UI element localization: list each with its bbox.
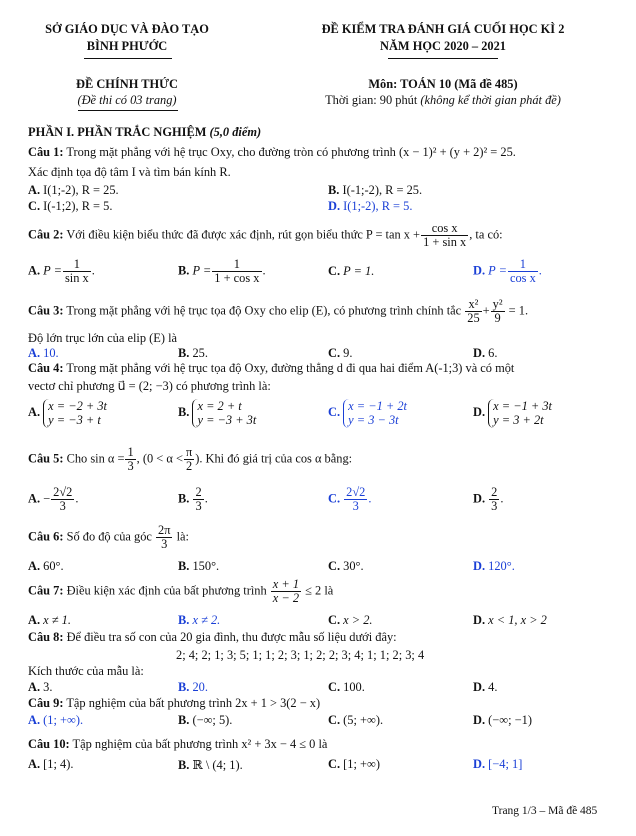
equation-line: y = 3 + 2t [493,413,544,428]
option-letter: C. [328,713,341,727]
question-2 [28,222,503,249]
question-10 [28,737,327,752]
divider [388,58,498,59]
question-label: Câu 8: [28,630,64,644]
fraction-denominator: 3 [161,537,168,552]
question-5 [28,446,352,473]
equation-system [343,399,407,428]
option-text: I(-1;2), R = 5. [43,199,113,213]
fraction [489,486,499,513]
fraction [156,524,172,551]
equation-line: y = −3 + 3t [197,413,257,428]
option-a [28,713,83,728]
option-letter: C. [328,405,341,420]
question-label: Câu 9: [28,696,64,710]
question-text: Với điều kiện biểu thức đã được xác định, rút gọn biểu thức P = tan x + [63,227,421,242]
option-letter: D. [473,713,486,727]
fraction [51,486,74,513]
option-text: (1; +∞). [43,713,84,727]
option-letter: A. [28,405,41,420]
fraction [212,258,261,285]
fraction [491,298,505,325]
option-letter: B. [178,263,190,278]
option-text: x > 2. [343,613,373,627]
option-a: A. − $\frac{2√2}{3}$ . [28,485,79,514]
fraction-numerator: 1 [508,258,538,272]
fraction-denominator: cos x [509,271,536,286]
sign: − [43,491,51,506]
option-letter: C. [328,613,341,627]
option-d [473,757,522,772]
option-letter: A. [28,680,41,694]
question-8 [28,630,397,645]
option-letter: A. [28,713,41,727]
province-name: BÌNH PHƯỚC [86,39,168,53]
fraction [465,298,481,325]
option-c [328,264,374,279]
fraction-numerator: 2 [195,485,202,499]
fraction-numerator: 1 [63,258,91,272]
option-text: 120°. [488,559,515,573]
option-letter: D. [473,757,486,771]
fraction-denominator: 2 [185,459,193,474]
option-d: D. $\frac{2}{3}$ . [473,485,504,514]
question-label: Câu 10: [28,737,70,751]
option-b [328,183,422,198]
option-b: B. $\frac{2}{3}$ . [178,485,208,514]
option-text: (−∞; 5). [192,713,233,727]
question-text: Để điều tra số con của 20 gia đình, thu được mẫu số liệu dưới đây: [63,630,397,644]
fraction-numerator: π [185,445,193,459]
option-letter: B. [328,183,340,197]
fraction [508,258,538,285]
option-letter: B. [178,713,190,727]
option-letter: A. [28,491,41,506]
option-letter: B. [178,405,190,420]
subject-line: Môn: TOÁN 10 (Mã đề 485) [368,77,518,91]
question-6 [28,524,189,551]
option-letter: D. [473,346,486,360]
option-letter: B. [178,491,190,506]
option-b [178,399,256,428]
question-text-2: Độ lớn trục lớn của elip (E) là [28,331,178,345]
question-9 [28,696,320,711]
option-letter: D. [473,263,486,278]
option-d [473,559,515,574]
fraction-numerator: 1 [212,258,261,272]
question-text-tail: là: [173,529,189,544]
fraction [125,446,135,473]
question-label: Câu 7: [28,583,64,598]
question-label: Câu 6: [28,529,64,544]
option-a [28,680,52,695]
question-7 [28,578,333,605]
fraction-denominator: 3 [59,499,66,514]
option-letter: C. [328,264,341,278]
question-text: Cho sin α = [63,451,125,466]
equation-system [192,399,256,428]
option-letter: C. [328,680,341,694]
question-4 [28,361,514,376]
option-c [328,399,407,428]
option-text: x < 1, x > 2 [488,613,547,627]
fraction [421,222,468,249]
option-text: I(1;-2), R = 5. [343,199,413,213]
fraction-numerator: x² [465,298,481,312]
option-text: (5; +∞). [343,713,384,727]
equation-line: y = −3 + t [48,413,101,428]
option-d [473,346,497,361]
question-text-tail: , ta có: [469,227,503,242]
option-text: I(1;-2), R = 25. [43,183,119,197]
option-a [28,399,107,428]
school-year: NĂM HỌC 2020 – 2021 [380,39,506,53]
fraction-numerator: 2√2 [53,485,73,499]
option-letter: A. [28,183,41,197]
fraction-denominator: 3 [127,459,134,474]
option-c [328,680,365,695]
option-letter: A. [28,559,41,573]
fraction-denominator: x − 2 [272,591,300,606]
fraction [63,258,91,285]
option-a [28,183,119,198]
official-label: ĐỀ CHÍNH THỨC [76,77,178,91]
option-letter: A. [28,613,41,627]
option-text: 60°. [43,559,64,573]
option-c [328,559,364,574]
equation-system [43,399,107,428]
fraction-denominator: 3 [352,499,359,514]
option-letter: A. [28,346,41,360]
option-text: 100. [343,680,365,694]
equation-line: x = −1 + 2t [348,399,407,413]
question-text: Tập nghiệm của bất phương trình x² + 3x − 4 ≤ 0 là [69,737,328,751]
option-a [28,613,71,628]
question-text-2: Xác định tọa độ tâm I và tìm bán kính R. [28,165,231,179]
option-b [178,346,208,361]
question-label: Câu 4: [28,361,64,375]
question-text-tail: ). Khi đó giá trị của cos α bằng: [195,451,353,466]
option-letter: C. [28,199,41,213]
option-text: (−∞; −1) [488,713,532,727]
option-letter: B. [178,559,190,573]
option-letter: D. [328,199,341,213]
option-b [178,757,243,773]
option-a [28,757,73,772]
math-prefix: P = [192,263,212,278]
option-letter: A. [28,263,41,278]
equation-line: x = −1 + 3t [493,399,552,413]
question-text: Số đo độ của góc [63,529,152,544]
section-points: (5,0 điểm) [206,125,262,139]
option-b [178,713,232,728]
pages-note: (Đề thi có 03 trang) [77,93,177,107]
question-label: Câu 3: [28,303,64,318]
divider [78,110,178,111]
fraction-denominator: sin x [64,271,89,286]
option-c [28,199,112,214]
option-text: 3. [43,680,53,694]
fraction-numerator: x + 1 [272,577,300,591]
option-text: 30°. [343,559,364,573]
option-b: B. P = $\frac{1}{\text{1 + cos x}}$ . [178,257,266,286]
option-d: D. P = $\frac{1}{\text{cos x}}$ . [473,257,542,286]
option-letter: C. [328,491,341,506]
math-prefix: P = [43,263,62,278]
option-letter: C. [328,559,341,573]
option-letter: B. [178,613,190,627]
fraction-numerator: 1 [127,445,134,459]
equation-line: y = 3 − 3t [348,413,399,428]
fraction [271,578,301,605]
fraction-denominator: 25 [467,311,480,326]
option-text: [1; 4). [43,757,74,771]
option-text: [−4; 1] [488,757,523,771]
option-letter: D. [473,405,486,420]
option-text: ℝ \ (4; 1). [192,758,243,772]
option-text: x ≠ 2. [192,613,221,627]
option-d [473,399,552,428]
option-text: 10. [43,346,59,360]
option-text: [1; +∞) [343,757,380,771]
option-text: I(-1;-2), R = 25. [342,183,423,197]
question-text-tail: = 1. [505,303,529,318]
option-d [328,199,412,214]
option-text: 4. [488,680,498,694]
option-letter: B. [178,346,190,360]
option-b [178,613,220,628]
question-text: Điều kiện xác định của bất phương trình [63,583,267,598]
fraction-numerator: 2 [491,485,498,499]
option-a: A. P = $\frac{1}{\text{sin x}}$ . [28,257,95,286]
fraction-denominator: 9 [494,311,501,326]
option-text: 9. [343,346,353,360]
fraction [344,486,367,513]
department-name: SỞ GIÁO DỤC VÀ ĐÀO TẠO [45,22,209,36]
option-letter: D. [473,559,486,573]
question-label: Câu 1: [28,145,64,159]
sample-data: 2; 4; 2; 1; 3; 5; 1; 1; 2; 3; 1; 2; 2; 3; 4; 1; 1; 2; 3; 4 [176,648,425,662]
time-text: Thời gian: 90 phút [325,93,418,107]
option-a [28,559,64,574]
option-letter: C. [328,346,341,360]
option-letter: A. [28,757,41,771]
option-b [178,680,208,695]
math-prefix: P = [488,263,507,278]
question-1 [28,145,516,160]
option-c: C. $\frac{2√2}{3}$ . [328,485,372,514]
question-label: Câu 5: [28,451,64,466]
fraction-denominator: 3 [491,499,498,514]
option-text: 25. [192,346,208,360]
fraction-denominator: 1 + cos x [214,271,260,286]
option-letter: D. [473,613,486,627]
equation-system [488,399,552,428]
section-title-text: PHẦN I. PHẦN TRẮC NGHIỆM [28,125,207,139]
fraction-numerator: 2π [158,523,171,537]
option-text: 150°. [192,559,220,573]
time-line [268,93,618,108]
option-c [328,346,352,361]
option-letter: D. [473,680,486,694]
option-letter: C. [328,757,341,771]
option-text: x ≠ 1. [43,613,71,627]
fraction [184,446,194,473]
fraction-denominator: 1 + sin x [423,235,467,250]
option-b [178,559,219,574]
option-c [328,613,373,628]
option-a [28,346,59,361]
question-text-mid: , (0 < α < [136,451,183,466]
fraction [193,486,203,513]
question-text-2: Kích thước của mẫu là: [28,664,144,678]
fraction-denominator: 3 [195,499,202,514]
time-note: (không kể thời gian phát đề) [417,93,561,107]
option-d [473,680,497,695]
question-text: Trong mặt phẳng với hệ trục tọa độ Oxy, đường thẳng d đi qua hai điểm A(-1;3) và có một [63,361,515,375]
section-title [28,125,261,140]
question-text: Trong mặt phẳng với hệ trục tọa độ Oxy cho elip (E), có phương trình chính tắc [63,303,462,318]
question-text: Tập nghiệm của bất phương trình 2x + 1 > 3(2 − x) [63,696,321,710]
option-d [473,613,547,628]
exam-title: ĐỀ KIỂM TRA ĐÁNH GIÁ CUỐI HỌC KÌ 2 [321,22,565,36]
divider [84,58,172,59]
equation-line: x = 2 + t [197,399,242,413]
fraction-numerator: cos x [421,222,468,236]
question-text-2: vectơ chỉ phương u⃗ = (2; −3) có phương trình là: [28,379,271,393]
option-text: P = 1. [343,264,375,278]
option-letter: D. [473,491,486,506]
option-text: 20. [192,680,208,694]
option-letter: B. [178,758,190,772]
page-footer: Trang 1/3 – Mã đề 485 [492,805,598,817]
question-3: Câu 3: Trong mặt phẳng với hệ trục tọa độ Oxy cho elip (E), có phương trình chính tắc $\frac{\text{x²}}{25}$ + $\frac{\text{y²}}{9}$ = 1. [28,297,529,326]
option-c [328,757,380,772]
option-text: 6. [488,346,498,360]
option-d [473,713,532,728]
fraction-numerator: y² [492,297,503,311]
question-label: Câu 2: [28,227,64,242]
question-text-tail: ≤ 2 là [302,583,334,598]
question-text: Trong mặt phẳng với hệ trục Oxy, cho đường tròn có phương trình (x − 1)² + (y + 2)² = 25. [63,145,516,159]
fraction-numerator: 2√2 [346,485,366,499]
option-c [328,713,383,728]
option-letter: B. [178,680,190,694]
equation-line: x = −2 + 3t [48,399,107,413]
